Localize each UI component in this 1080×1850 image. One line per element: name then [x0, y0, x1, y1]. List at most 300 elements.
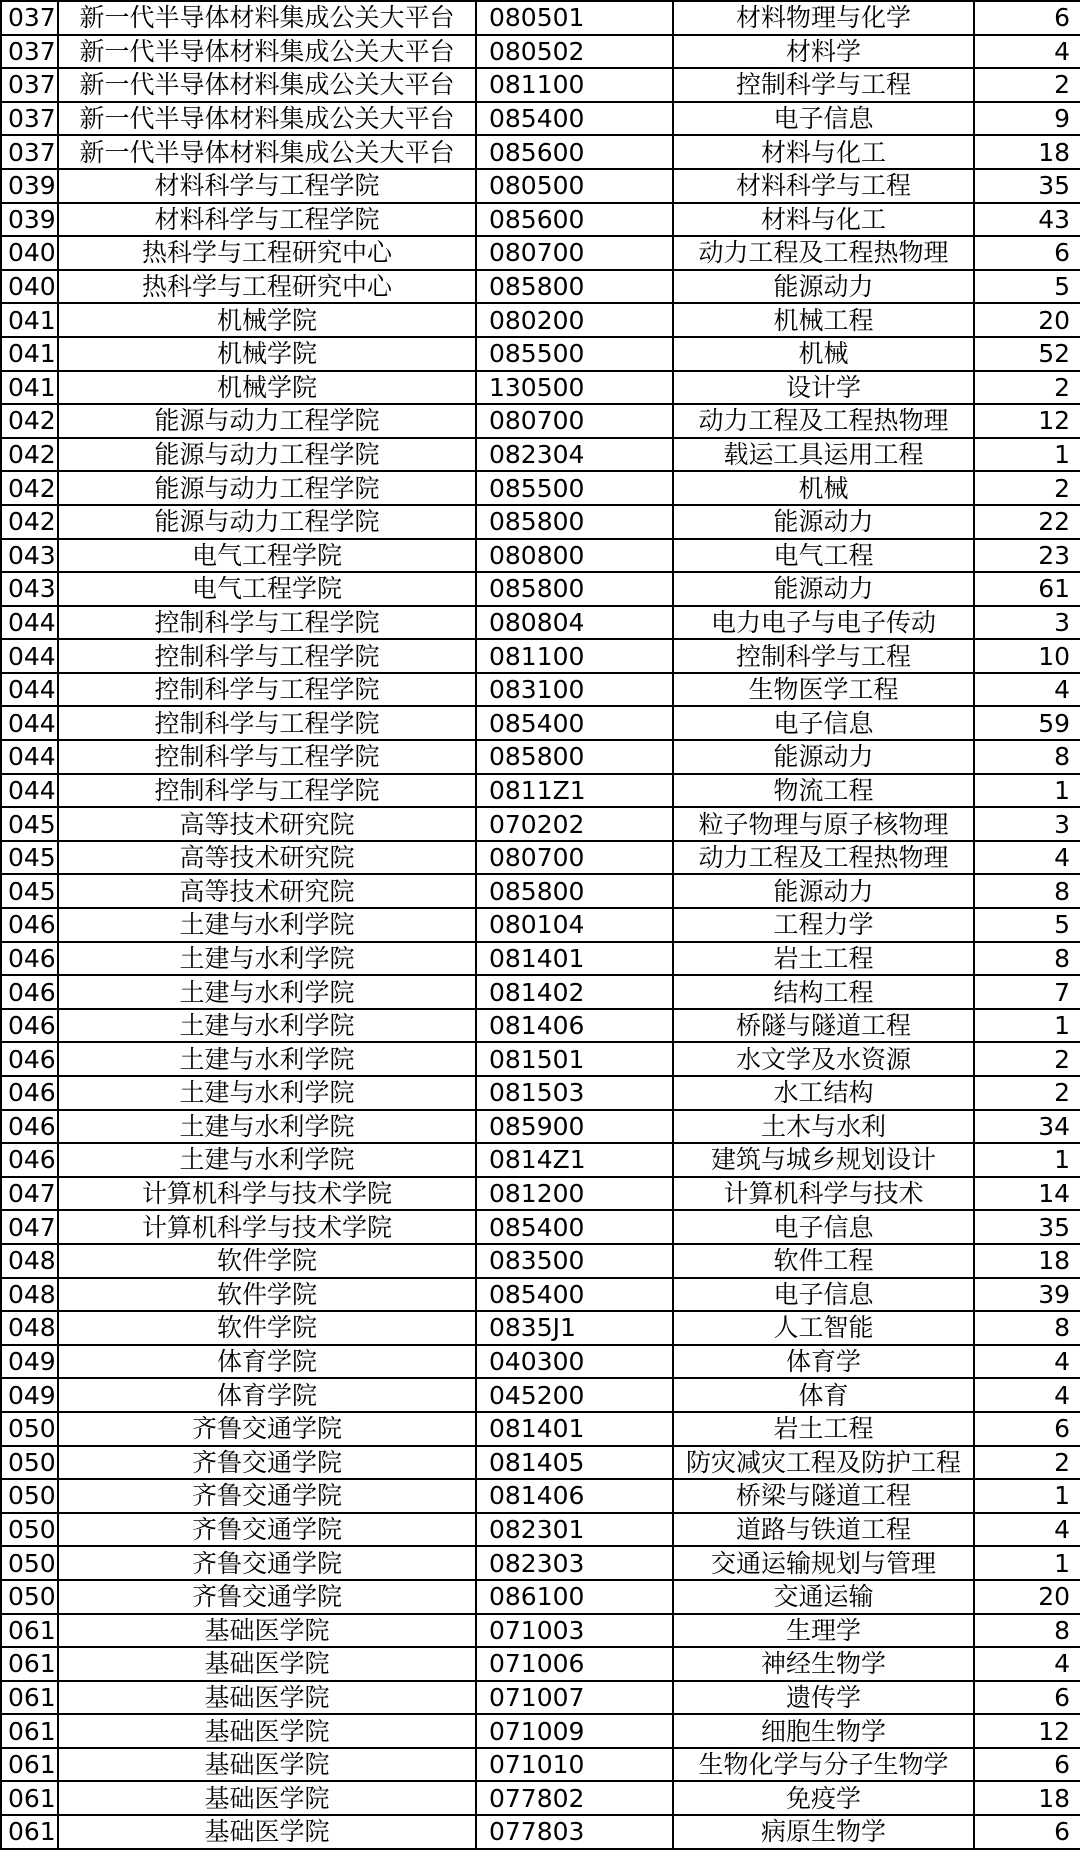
major-code-cell: 130500 — [476, 371, 673, 405]
college-code-cell: 040 — [1, 236, 58, 270]
quota-cell: 2 — [974, 1446, 1080, 1480]
major-code-cell: 077802 — [476, 1781, 673, 1815]
college-code-cell: 043 — [1, 539, 58, 573]
major-code-cell: 040300 — [476, 1345, 673, 1379]
quota-cell: 61 — [974, 572, 1080, 606]
quota-cell: 4 — [974, 1647, 1080, 1681]
major-code-cell: 081200 — [476, 1177, 673, 1211]
college-name-cell: 计算机科学与技术学院 — [58, 1177, 476, 1211]
college-code-cell: 050 — [1, 1546, 58, 1580]
table-row — [1, 1815, 1080, 1849]
major-code-cell: 081402 — [476, 975, 673, 1009]
college-name-cell: 齐鲁交通学院 — [58, 1412, 476, 1446]
major-code-cell: 070202 — [476, 807, 673, 841]
major-name-cell: 土木与水利 — [673, 1110, 974, 1144]
major-code-cell: 083100 — [476, 673, 673, 707]
college-name-cell: 土建与水利学院 — [58, 942, 476, 976]
table-row — [1, 740, 1080, 774]
major-name-cell: 能源动力 — [673, 270, 974, 304]
college-code-cell: 061 — [1, 1714, 58, 1748]
major-name-cell: 动力工程及工程热物理 — [673, 404, 974, 438]
quota-cell: 4 — [974, 841, 1080, 875]
college-code-cell: 045 — [1, 841, 58, 875]
college-name-cell: 能源与动力工程学院 — [58, 404, 476, 438]
quota-cell: 18 — [974, 1244, 1080, 1278]
table-row — [1, 572, 1080, 606]
major-name-cell: 材料与化工 — [673, 135, 974, 169]
table-row — [1, 1311, 1080, 1345]
table-row — [1, 35, 1080, 69]
college-name-cell: 基础医学院 — [58, 1681, 476, 1715]
table-row — [1, 1513, 1080, 1547]
college-name-cell: 土建与水利学院 — [58, 908, 476, 942]
quota-cell: 10 — [974, 639, 1080, 673]
quota-cell: 18 — [974, 1781, 1080, 1815]
quota-cell: 12 — [974, 1714, 1080, 1748]
college-code-cell: 048 — [1, 1311, 58, 1345]
quota-cell: 1 — [974, 1546, 1080, 1580]
major-code-cell: 0811Z1 — [476, 774, 673, 808]
quota-cell: 12 — [974, 404, 1080, 438]
college-code-cell: 046 — [1, 1009, 58, 1043]
college-name-cell: 新一代半导体材料集成公关大平台 — [58, 35, 476, 69]
college-name-cell: 土建与水利学院 — [58, 975, 476, 1009]
quota-cell: 7 — [974, 975, 1080, 1009]
quota-cell: 1 — [974, 438, 1080, 472]
college-code-cell: 061 — [1, 1614, 58, 1648]
college-name-cell: 材料科学与工程学院 — [58, 203, 476, 237]
major-name-cell: 动力工程及工程热物理 — [673, 236, 974, 270]
major-code-cell: 071009 — [476, 1714, 673, 1748]
quota-cell: 22 — [974, 505, 1080, 539]
quota-cell: 4 — [974, 1513, 1080, 1547]
quota-cell: 20 — [974, 1580, 1080, 1614]
college-code-cell: 042 — [1, 471, 58, 505]
major-code-cell: 080804 — [476, 606, 673, 640]
quota-cell: 6 — [974, 236, 1080, 270]
quota-cell: 14 — [974, 1177, 1080, 1211]
major-name-cell: 体育学 — [673, 1345, 974, 1379]
table-row — [1, 942, 1080, 976]
table-row — [1, 303, 1080, 337]
major-name-cell: 岩土工程 — [673, 942, 974, 976]
major-code-cell: 086100 — [476, 1580, 673, 1614]
table-row — [1, 673, 1080, 707]
table-row — [1, 1177, 1080, 1211]
major-code-cell: 085400 — [476, 706, 673, 740]
major-code-cell: 077803 — [476, 1815, 673, 1849]
major-code-cell: 071007 — [476, 1681, 673, 1715]
college-name-cell: 基础医学院 — [58, 1781, 476, 1815]
quota-cell: 6 — [974, 1412, 1080, 1446]
major-name-cell: 能源动力 — [673, 874, 974, 908]
major-name-cell: 载运工具运用工程 — [673, 438, 974, 472]
table-row — [1, 1479, 1080, 1513]
college-code-cell: 049 — [1, 1345, 58, 1379]
quota-cell: 39 — [974, 1278, 1080, 1312]
major-code-cell: 085600 — [476, 203, 673, 237]
quota-cell: 20 — [974, 303, 1080, 337]
major-name-cell: 工程力学 — [673, 908, 974, 942]
college-code-cell: 039 — [1, 203, 58, 237]
college-name-cell: 土建与水利学院 — [58, 1076, 476, 1110]
major-name-cell: 桥梁与隧道工程 — [673, 1479, 974, 1513]
major-code-cell: 085800 — [476, 740, 673, 774]
college-code-cell: 049 — [1, 1378, 58, 1412]
college-name-cell: 能源与动力工程学院 — [58, 438, 476, 472]
college-name-cell: 控制科学与工程学院 — [58, 706, 476, 740]
table-row — [1, 270, 1080, 304]
college-code-cell: 045 — [1, 807, 58, 841]
table-row — [1, 975, 1080, 1009]
quota-cell: 8 — [974, 1614, 1080, 1648]
college-name-cell: 机械学院 — [58, 371, 476, 405]
college-code-cell: 041 — [1, 303, 58, 337]
table-row — [1, 1714, 1080, 1748]
college-code-cell: 061 — [1, 1781, 58, 1815]
major-code-cell: 081405 — [476, 1446, 673, 1480]
major-name-cell: 机械工程 — [673, 303, 974, 337]
quota-cell: 35 — [974, 1210, 1080, 1244]
table-row — [1, 236, 1080, 270]
table-row — [1, 639, 1080, 673]
major-name-cell: 电力电子与电子传动 — [673, 606, 974, 640]
college-name-cell: 齐鲁交通学院 — [58, 1580, 476, 1614]
major-name-cell: 电子信息 — [673, 1278, 974, 1312]
college-code-cell: 048 — [1, 1278, 58, 1312]
college-name-cell: 控制科学与工程学院 — [58, 673, 476, 707]
quota-cell: 35 — [974, 169, 1080, 203]
college-code-cell: 042 — [1, 438, 58, 472]
table-row — [1, 1210, 1080, 1244]
major-name-cell: 材料科学与工程 — [673, 169, 974, 203]
major-name-cell: 人工智能 — [673, 1311, 974, 1345]
college-name-cell: 控制科学与工程学院 — [58, 606, 476, 640]
major-name-cell: 建筑与城乡规划设计 — [673, 1143, 974, 1177]
college-name-cell: 高等技术研究院 — [58, 807, 476, 841]
major-name-cell: 粒子物理与原子核物理 — [673, 807, 974, 841]
college-name-cell: 新一代半导体材料集成公关大平台 — [58, 1, 476, 35]
quota-cell: 8 — [974, 1311, 1080, 1345]
major-code-cell: 045200 — [476, 1378, 673, 1412]
major-code-cell: 085500 — [476, 337, 673, 371]
college-name-cell: 热科学与工程研究中心 — [58, 236, 476, 270]
college-code-cell: 046 — [1, 1143, 58, 1177]
major-name-cell: 交通运输 — [673, 1580, 974, 1614]
college-name-cell: 软件学院 — [58, 1244, 476, 1278]
college-name-cell: 土建与水利学院 — [58, 1009, 476, 1043]
college-code-cell: 045 — [1, 874, 58, 908]
college-code-cell: 037 — [1, 102, 58, 136]
major-code-cell: 085600 — [476, 135, 673, 169]
quota-cell: 2 — [974, 471, 1080, 505]
college-name-cell: 计算机科学与技术学院 — [58, 1210, 476, 1244]
college-name-cell: 能源与动力工程学院 — [58, 505, 476, 539]
table-row — [1, 1110, 1080, 1144]
college-name-cell: 高等技术研究院 — [58, 874, 476, 908]
major-name-cell: 材料学 — [673, 35, 974, 69]
college-code-cell: 061 — [1, 1815, 58, 1849]
quota-cell: 4 — [974, 35, 1080, 69]
quota-cell: 2 — [974, 371, 1080, 405]
major-code-cell: 080700 — [476, 841, 673, 875]
table-row — [1, 505, 1080, 539]
major-code-cell: 081401 — [476, 942, 673, 976]
major-code-cell: 081401 — [476, 1412, 673, 1446]
college-code-cell: 046 — [1, 975, 58, 1009]
table-row — [1, 774, 1080, 808]
major-code-cell: 080104 — [476, 908, 673, 942]
quota-cell: 23 — [974, 539, 1080, 573]
major-name-cell: 电气工程 — [673, 539, 974, 573]
table-row — [1, 908, 1080, 942]
quota-cell: 2 — [974, 1042, 1080, 1076]
table-row — [1, 1345, 1080, 1379]
college-code-cell: 044 — [1, 673, 58, 707]
major-name-cell: 体育 — [673, 1378, 974, 1412]
major-code-cell: 080700 — [476, 404, 673, 438]
quota-cell: 9 — [974, 102, 1080, 136]
major-code-cell: 085800 — [476, 572, 673, 606]
table-row — [1, 404, 1080, 438]
major-code-cell: 085400 — [476, 102, 673, 136]
major-name-cell: 细胞生物学 — [673, 1714, 974, 1748]
quota-cell: 3 — [974, 807, 1080, 841]
college-code-cell: 037 — [1, 1, 58, 35]
major-name-cell: 防灾减灾工程及防护工程 — [673, 1446, 974, 1480]
quota-cell: 52 — [974, 337, 1080, 371]
major-name-cell: 能源动力 — [673, 572, 974, 606]
college-name-cell: 控制科学与工程学院 — [58, 639, 476, 673]
table-body — [1, 1, 1080, 1849]
major-name-cell: 生物医学工程 — [673, 673, 974, 707]
table-row — [1, 1244, 1080, 1278]
table-row — [1, 1647, 1080, 1681]
table-row — [1, 1076, 1080, 1110]
college-code-cell: 061 — [1, 1748, 58, 1782]
major-code-cell: 081503 — [476, 1076, 673, 1110]
major-code-cell: 071006 — [476, 1647, 673, 1681]
college-name-cell: 基础医学院 — [58, 1647, 476, 1681]
quota-cell: 34 — [974, 1110, 1080, 1144]
quota-cell: 1 — [974, 774, 1080, 808]
college-name-cell: 机械学院 — [58, 337, 476, 371]
quota-cell: 1 — [974, 1009, 1080, 1043]
college-name-cell: 齐鲁交通学院 — [58, 1479, 476, 1513]
table-row — [1, 371, 1080, 405]
college-name-cell: 控制科学与工程学院 — [58, 774, 476, 808]
major-name-cell: 动力工程及工程热物理 — [673, 841, 974, 875]
major-code-cell: 080501 — [476, 1, 673, 35]
college-code-cell: 046 — [1, 1110, 58, 1144]
major-name-cell: 机械 — [673, 337, 974, 371]
major-name-cell: 物流工程 — [673, 774, 974, 808]
college-code-cell: 044 — [1, 606, 58, 640]
table-row — [1, 1278, 1080, 1312]
major-name-cell: 电子信息 — [673, 102, 974, 136]
quota-cell: 59 — [974, 706, 1080, 740]
table-row — [1, 841, 1080, 875]
table-row — [1, 1378, 1080, 1412]
table-row — [1, 337, 1080, 371]
major-name-cell: 道路与铁道工程 — [673, 1513, 974, 1547]
major-name-cell: 材料物理与化学 — [673, 1, 974, 35]
major-code-cell: 082304 — [476, 438, 673, 472]
quota-cell: 2 — [974, 1076, 1080, 1110]
quota-cell: 6 — [974, 1748, 1080, 1782]
major-code-cell: 071003 — [476, 1614, 673, 1648]
college-name-cell: 热科学与工程研究中心 — [58, 270, 476, 304]
table-row — [1, 102, 1080, 136]
major-name-cell: 生物化学与分子生物学 — [673, 1748, 974, 1782]
major-name-cell: 机械 — [673, 471, 974, 505]
major-name-cell: 交通运输规划与管理 — [673, 1546, 974, 1580]
quota-cell: 8 — [974, 740, 1080, 774]
college-code-cell: 046 — [1, 1076, 58, 1110]
college-name-cell: 高等技术研究院 — [58, 841, 476, 875]
quota-cell: 18 — [974, 135, 1080, 169]
major-name-cell: 能源动力 — [673, 505, 974, 539]
college-name-cell: 土建与水利学院 — [58, 1042, 476, 1076]
table-row — [1, 1042, 1080, 1076]
college-name-cell: 材料科学与工程学院 — [58, 169, 476, 203]
table-row — [1, 1446, 1080, 1480]
table-row — [1, 1009, 1080, 1043]
major-name-cell: 水文学及水资源 — [673, 1042, 974, 1076]
major-code-cell: 082303 — [476, 1546, 673, 1580]
major-name-cell: 生理学 — [673, 1614, 974, 1648]
major-code-cell: 081100 — [476, 68, 673, 102]
major-name-cell: 结构工程 — [673, 975, 974, 1009]
college-code-cell: 037 — [1, 68, 58, 102]
college-code-cell: 044 — [1, 639, 58, 673]
major-name-cell: 神经生物学 — [673, 1647, 974, 1681]
table-row — [1, 1614, 1080, 1648]
major-code-cell: 071010 — [476, 1748, 673, 1782]
major-code-cell: 085800 — [476, 505, 673, 539]
college-name-cell: 软件学院 — [58, 1311, 476, 1345]
college-name-cell: 能源与动力工程学院 — [58, 471, 476, 505]
table-row — [1, 1748, 1080, 1782]
college-code-cell: 041 — [1, 371, 58, 405]
college-name-cell: 体育学院 — [58, 1378, 476, 1412]
major-name-cell: 电子信息 — [673, 706, 974, 740]
college-code-cell: 050 — [1, 1412, 58, 1446]
major-name-cell: 免疫学 — [673, 1781, 974, 1815]
college-name-cell: 基础医学院 — [58, 1614, 476, 1648]
major-code-cell: 080700 — [476, 236, 673, 270]
college-code-cell: 040 — [1, 270, 58, 304]
table-row — [1, 1681, 1080, 1715]
table-row — [1, 1781, 1080, 1815]
major-code-cell: 081100 — [476, 639, 673, 673]
table-row — [1, 135, 1080, 169]
college-code-cell: 042 — [1, 404, 58, 438]
quota-cell: 43 — [974, 203, 1080, 237]
major-code-cell: 0835J1 — [476, 1311, 673, 1345]
major-code-cell: 081406 — [476, 1009, 673, 1043]
table-row — [1, 169, 1080, 203]
college-code-cell: 061 — [1, 1647, 58, 1681]
major-name-cell: 水工结构 — [673, 1076, 974, 1110]
college-name-cell: 电气工程学院 — [58, 572, 476, 606]
major-name-cell: 病原生物学 — [673, 1815, 974, 1849]
college-name-cell: 齐鲁交通学院 — [58, 1546, 476, 1580]
major-code-cell: 081501 — [476, 1042, 673, 1076]
college-code-cell: 037 — [1, 135, 58, 169]
college-code-cell: 041 — [1, 337, 58, 371]
college-code-cell: 044 — [1, 706, 58, 740]
major-code-cell: 085800 — [476, 874, 673, 908]
college-name-cell: 电气工程学院 — [58, 539, 476, 573]
major-name-cell: 材料与化工 — [673, 203, 974, 237]
college-code-cell: 047 — [1, 1210, 58, 1244]
college-name-cell: 齐鲁交通学院 — [58, 1446, 476, 1480]
major-code-cell: 085500 — [476, 471, 673, 505]
major-name-cell: 控制科学与工程 — [673, 639, 974, 673]
quota-cell: 1 — [974, 1143, 1080, 1177]
table-row — [1, 539, 1080, 573]
major-code-cell: 0814Z1 — [476, 1143, 673, 1177]
major-code-cell: 085800 — [476, 270, 673, 304]
college-code-cell: 050 — [1, 1580, 58, 1614]
major-code-cell: 083500 — [476, 1244, 673, 1278]
college-code-cell: 050 — [1, 1513, 58, 1547]
major-name-cell: 软件工程 — [673, 1244, 974, 1278]
major-name-cell: 岩土工程 — [673, 1412, 974, 1446]
quota-cell: 6 — [974, 1, 1080, 35]
table-row — [1, 606, 1080, 640]
college-name-cell: 软件学院 — [58, 1278, 476, 1312]
table-row — [1, 1546, 1080, 1580]
quota-cell: 4 — [974, 673, 1080, 707]
college-code-cell: 061 — [1, 1681, 58, 1715]
table-row — [1, 807, 1080, 841]
college-name-cell: 新一代半导体材料集成公关大平台 — [58, 135, 476, 169]
table-row — [1, 1412, 1080, 1446]
quota-cell: 6 — [974, 1815, 1080, 1849]
table-row — [1, 471, 1080, 505]
quota-cell: 5 — [974, 908, 1080, 942]
quota-cell: 4 — [974, 1345, 1080, 1379]
quota-cell: 6 — [974, 1681, 1080, 1715]
college-name-cell: 控制科学与工程学院 — [58, 740, 476, 774]
college-code-cell: 044 — [1, 740, 58, 774]
college-code-cell: 048 — [1, 1244, 58, 1278]
major-code-cell: 080200 — [476, 303, 673, 337]
quota-cell: 8 — [974, 942, 1080, 976]
major-code-cell: 085900 — [476, 1110, 673, 1144]
college-code-cell: 046 — [1, 942, 58, 976]
major-code-cell: 080500 — [476, 169, 673, 203]
quota-cell: 1 — [974, 1479, 1080, 1513]
college-name-cell: 新一代半导体材料集成公关大平台 — [58, 102, 476, 136]
major-name-cell: 遗传学 — [673, 1681, 974, 1715]
college-code-cell: 039 — [1, 169, 58, 203]
major-name-cell: 能源动力 — [673, 740, 974, 774]
table-row — [1, 1, 1080, 35]
major-name-cell: 计算机科学与技术 — [673, 1177, 974, 1211]
major-code-cell: 085400 — [476, 1278, 673, 1312]
major-code-cell: 080800 — [476, 539, 673, 573]
quota-cell: 4 — [974, 1378, 1080, 1412]
major-name-cell: 桥隧与隧道工程 — [673, 1009, 974, 1043]
college-code-cell: 046 — [1, 1042, 58, 1076]
quota-cell: 2 — [974, 68, 1080, 102]
table-row — [1, 203, 1080, 237]
college-name-cell: 机械学院 — [58, 303, 476, 337]
college-name-cell: 基础医学院 — [58, 1714, 476, 1748]
